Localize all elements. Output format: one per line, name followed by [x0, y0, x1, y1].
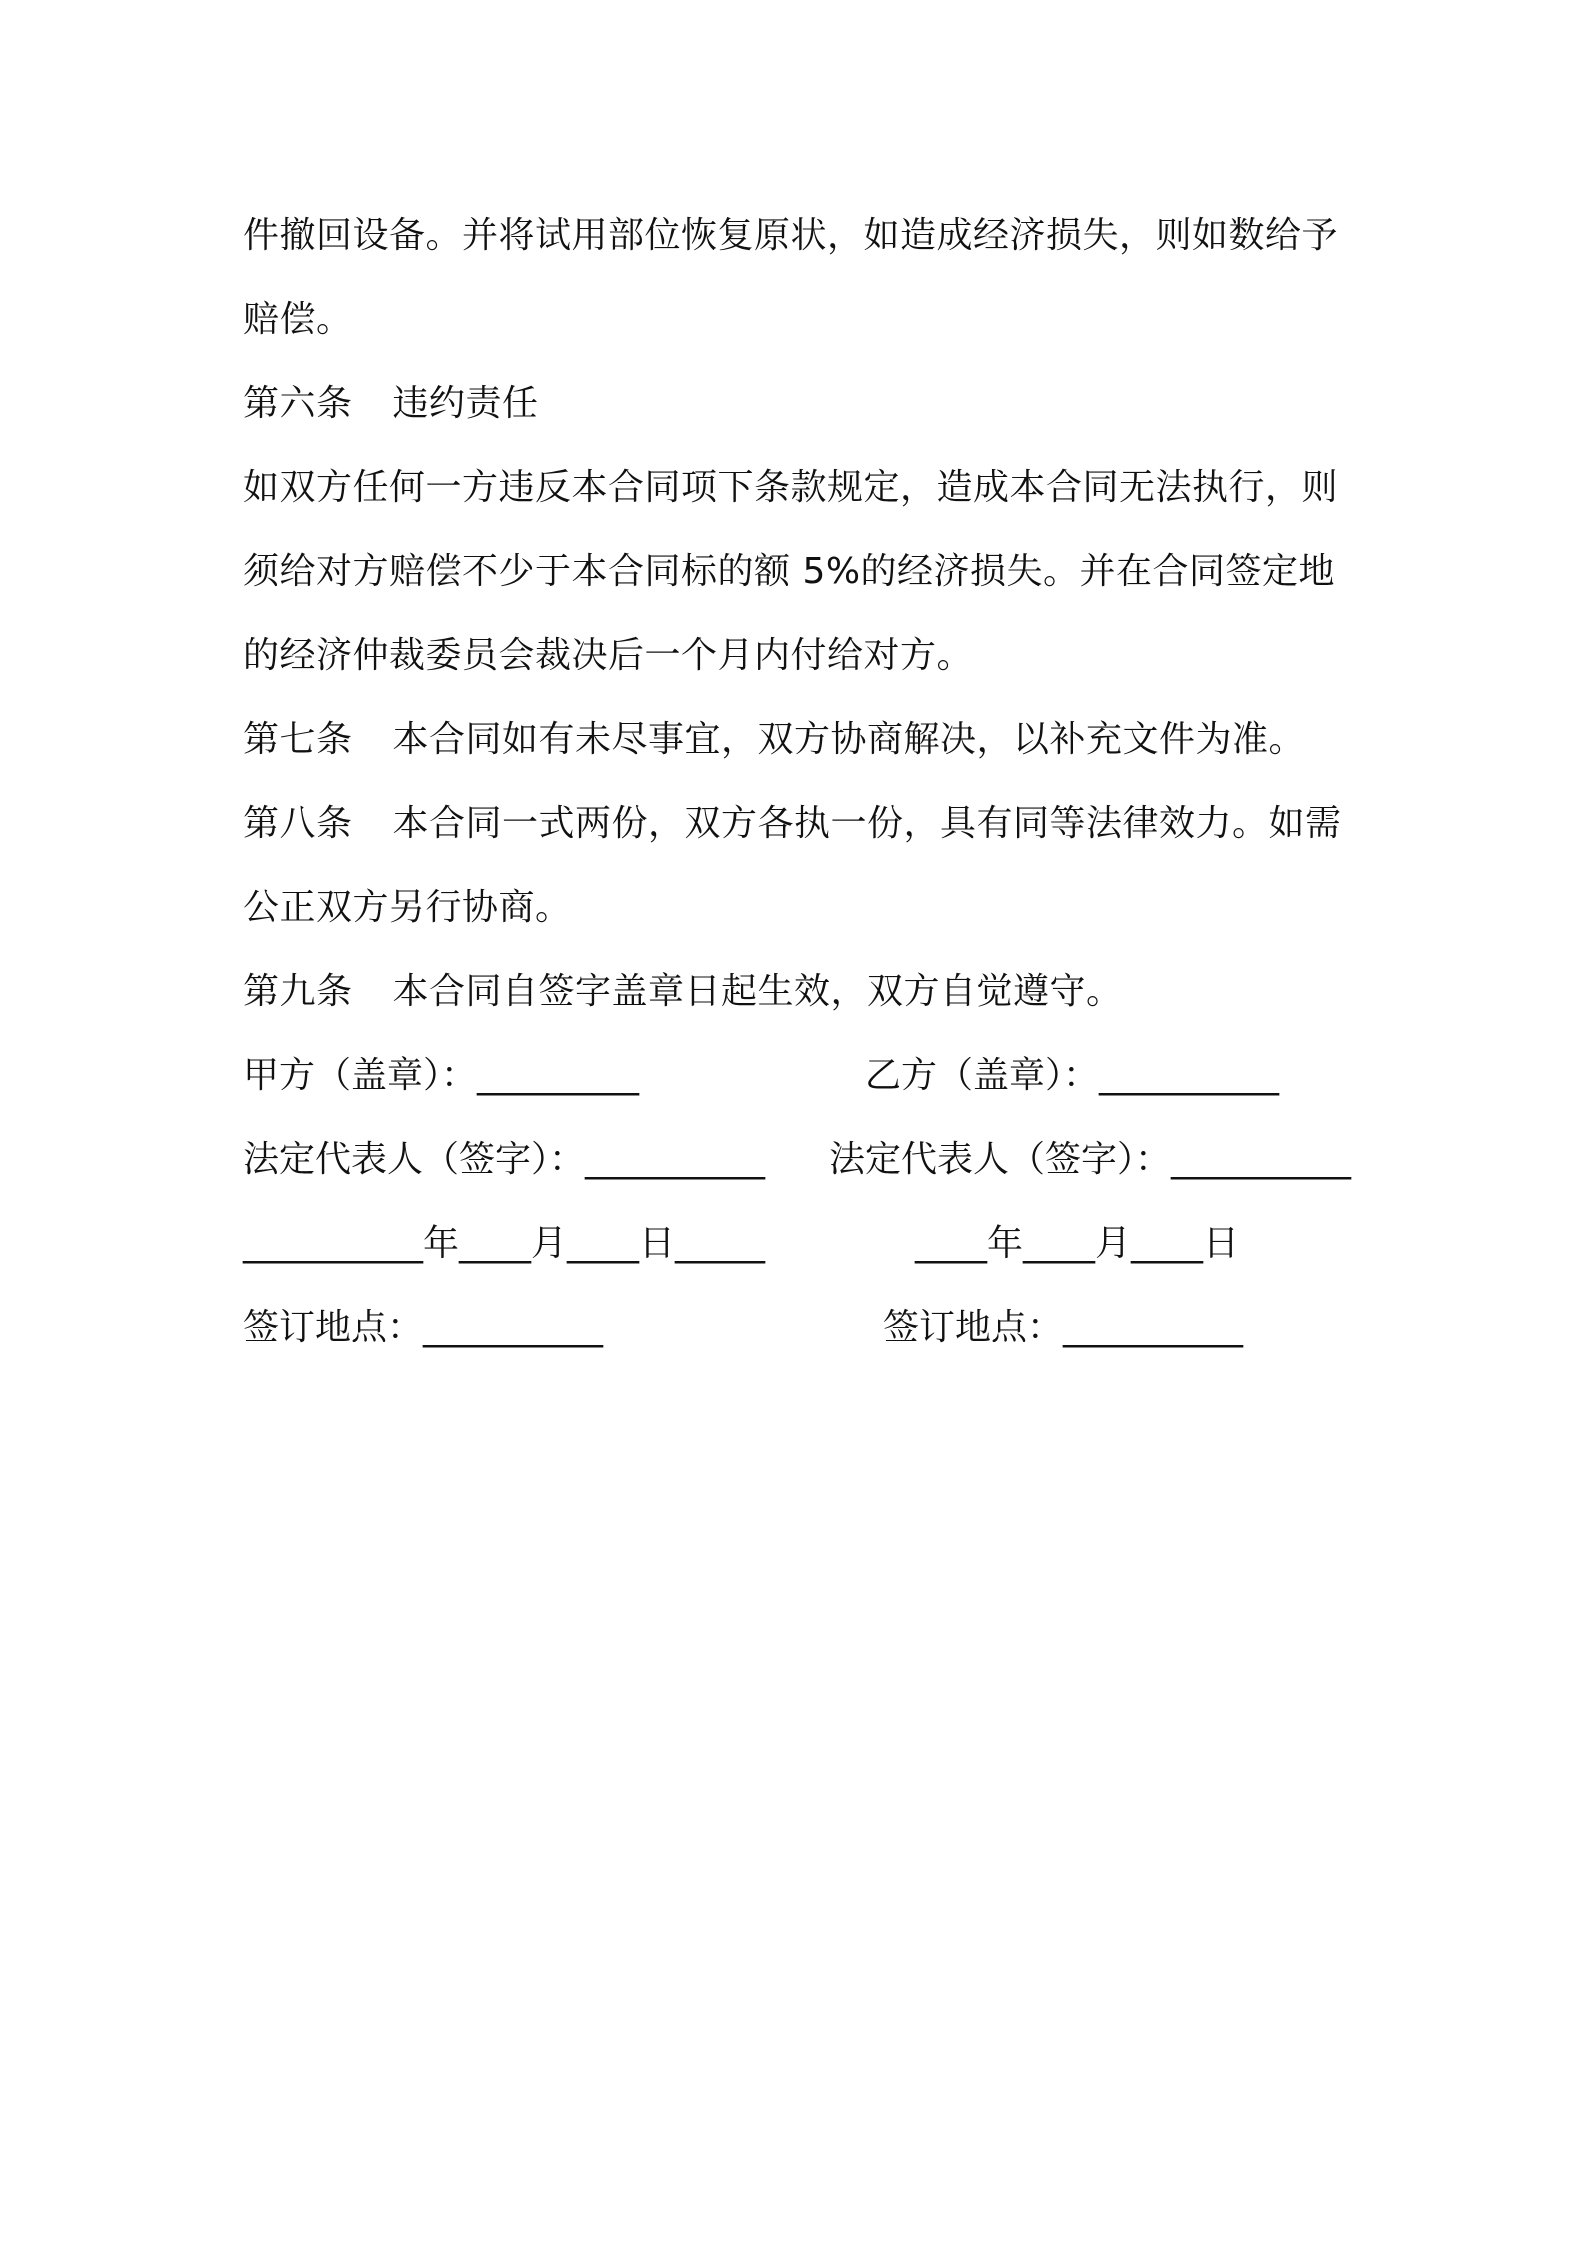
paragraph-line: 件撤回设备。并将试用部位恢复原状，如造成经济损失，则如数给予: [243, 215, 1339, 256]
article-6-heading: [243, 362, 1363, 446]
article-label: 第九条: [243, 971, 353, 1012]
signature-row-party: [243, 1034, 1363, 1118]
contract-body: [243, 194, 1363, 1370]
paragraph-line: 须给对方赔偿不少于本合同标的额 5%的经济损失。并在合同签定地: [243, 551, 1336, 592]
article-label: 第八条: [243, 803, 353, 844]
article-8: [243, 782, 1363, 866]
signature-row-place: [243, 1286, 1363, 1370]
article-title: 违约责任: [392, 383, 539, 424]
article-text: 本合同自签字盖章日起生效，双方自觉遵守。: [392, 971, 1123, 1012]
party-a-place: 签订地点：__________: [243, 1307, 604, 1348]
article-label: 第七条: [243, 719, 353, 760]
article-7: [243, 698, 1363, 782]
party-b-representative: 法定代表人（签字）：__________: [829, 1139, 1352, 1180]
party-b-date: ____年____月____日: [915, 1223, 1240, 1264]
party-a-date: __________年____月____日_____: [243, 1223, 765, 1264]
party-a-representative: 法定代表人（签字）：__________: [243, 1139, 766, 1180]
article-9: [243, 950, 1363, 1034]
signature-row-date: [243, 1202, 1363, 1286]
article-label: 第六条: [243, 383, 353, 424]
paragraph-line: 公正双方另行协商。: [243, 887, 572, 928]
party-a-seal: 甲方（盖章）：_________: [243, 1055, 640, 1096]
paragraph-line: 的经济仲裁委员会裁决后一个月内付给对方。: [243, 635, 974, 676]
paragraph-line: 如双方任何一方违反本合同项下条款规定，造成本合同无法执行，则: [243, 467, 1339, 508]
article-text: 本合同如有未尽事宜，双方协商解决，以补充文件为准。: [392, 719, 1306, 760]
article-text: 本合同一式两份，双方各执一份，具有同等法律效力。如需: [392, 803, 1342, 844]
paragraph-line: 赔偿。: [243, 299, 353, 340]
party-b-place: 签订地点：__________: [883, 1307, 1244, 1348]
signature-row-representative: [243, 1118, 1363, 1202]
party-b-seal: 乙方（盖章）：__________: [865, 1055, 1280, 1096]
